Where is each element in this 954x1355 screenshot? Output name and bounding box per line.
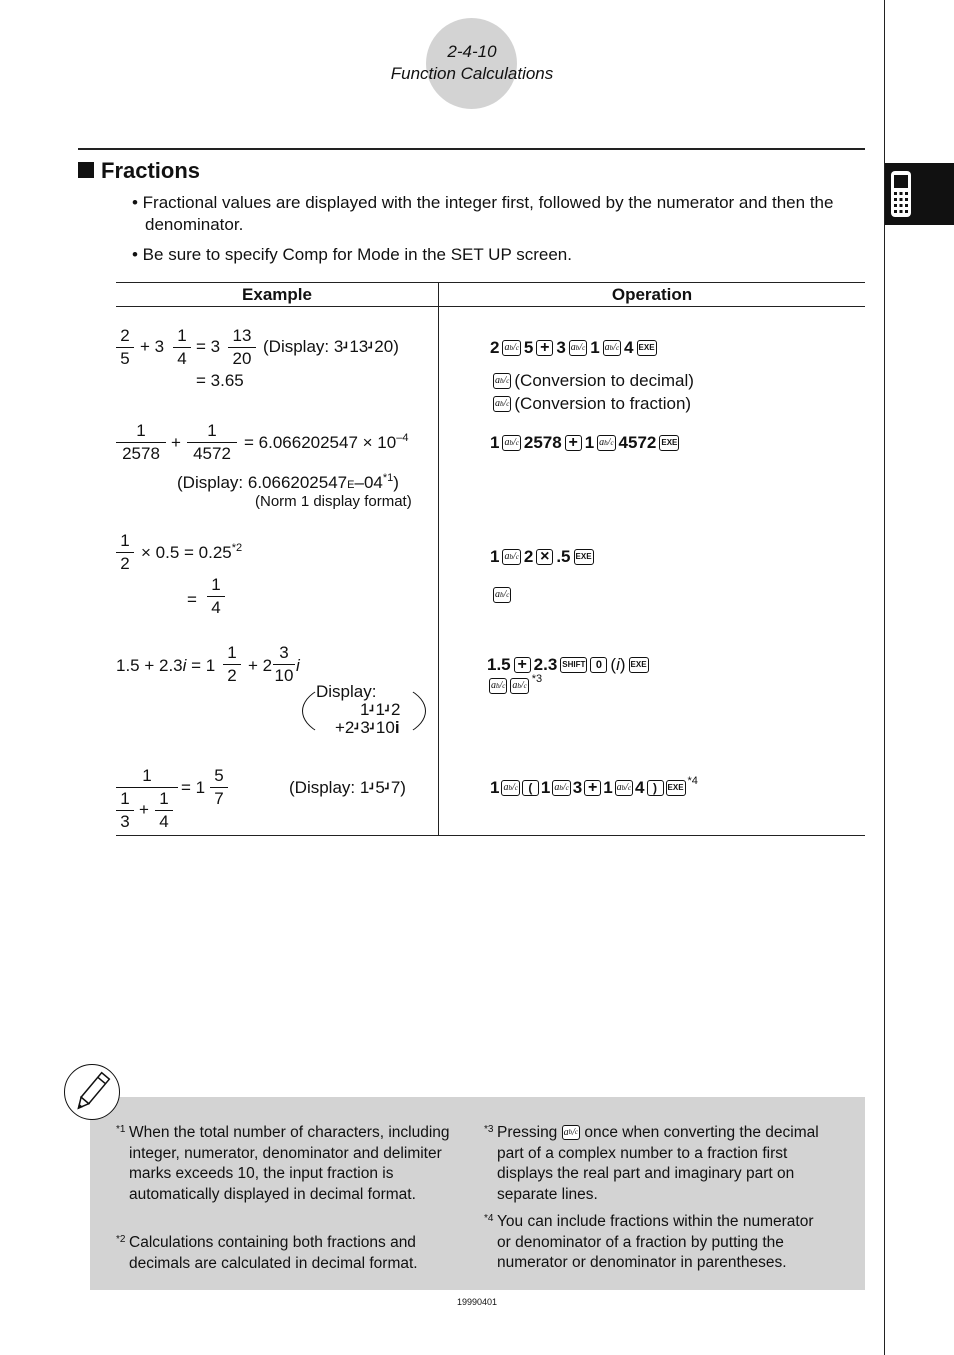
footnote: $^{*4}$ You can include fractions within the numerator or denominator of a fraction by putting the numerator or denominator in parentheses.	[484, 1213, 814, 1271]
display-line: 1┛1┛2	[360, 700, 401, 719]
expression-text: = 3	[196, 337, 221, 356]
bullet-item: • Be sure to specify Comp for Mode in the SET UP screen.	[132, 245, 572, 264]
ab-c-key: a b / c	[562, 1125, 580, 1140]
expression-text: = $6.066202547 \times 10^{-4}$	[244, 432, 409, 452]
ab-c-key[interactable]: a b / c	[552, 780, 570, 796]
display-line: +2┛3┛10i	[335, 718, 400, 737]
fraction: 1 2578	[116, 421, 166, 464]
exe-key[interactable]: EXE	[666, 780, 686, 796]
operation-sequence: 1 a b / c 2578 + 1 a b / c 4572 EXE	[490, 433, 678, 452]
decimal-result: = 3.65	[196, 371, 244, 390]
complex-fraction-numerator: 1	[142, 766, 152, 785]
ab-c-key[interactable]: a b / c	[603, 340, 621, 356]
fraction-delimiter-mark: ┛	[368, 343, 375, 354]
times-key[interactable]: ×	[536, 549, 553, 565]
section-rule	[78, 148, 865, 150]
chapter-title: Function Calculations	[390, 64, 554, 83]
operation-sequence: 1.5 + 2.3 SHIFT 0 (i) EXE	[487, 655, 647, 674]
section-heading	[78, 158, 200, 184]
ab-c-key[interactable]: a b / c	[489, 678, 507, 694]
expression-text: × $0.5 = 0.25^{*2}$	[141, 542, 243, 562]
fraction: 13 20	[228, 326, 256, 369]
fraction: 2 5	[116, 326, 134, 369]
exe-key[interactable]: EXE	[574, 549, 594, 565]
right-paren-key[interactable]: )	[647, 780, 664, 796]
left-paren-key[interactable]: (	[522, 780, 539, 796]
display-note: (Display: 3┛13┛20)	[263, 337, 399, 356]
plus-key[interactable]: +	[565, 435, 582, 451]
display-note: (Display: 1┛5┛7)	[289, 778, 406, 797]
operation-sequence: 1 a b / c ( 1 a b / c 3 + 1 a b / c 4 ) EXE *4	[490, 775, 698, 797]
footnote: $^{*1}$ When the total number of characters, including integer, numerator, denominator and delimiter marks exceeds 10, the input fraction is automatically displayed in decimal format.	[116, 1124, 450, 1203]
footnote: $^{*3}$ Pressing a b / c once when converting the decimal part of a complex number to a fraction first displays the real part and imaginary part on separate lines.	[484, 1124, 819, 1203]
operation-conversion-decimal: a b / c (Conversion to decimal)	[495, 371, 694, 390]
section-title: Fractions	[101, 158, 201, 183]
fraction: 1 2	[116, 531, 134, 574]
display-format-note: (Norm 1 display format)	[255, 493, 412, 510]
fraction: 1 4	[207, 575, 225, 618]
complex-fraction-bar	[116, 787, 178, 788]
expression-text: = 1	[181, 778, 206, 797]
square-bullet-icon	[78, 162, 94, 178]
note-badge	[64, 1064, 120, 1120]
calculator-icon	[890, 170, 912, 218]
exe-key[interactable]: EXE	[637, 340, 657, 356]
pencil-icon	[65, 1065, 119, 1119]
ab-c-key[interactable]: a b / c	[510, 678, 528, 694]
display-note: (Display: 6.066202547E–04$^{*1}$)	[177, 472, 399, 492]
fraction: 1 3	[116, 789, 134, 832]
expression-text: + 2	[248, 656, 273, 675]
expression-text: +	[139, 800, 149, 819]
exe-key[interactable]: EXE	[629, 657, 649, 673]
fraction: 1 2	[223, 643, 241, 686]
zero-key[interactable]: 0	[590, 657, 607, 673]
ab-c-key[interactable]: a b / c	[493, 587, 511, 603]
expression-text: +	[171, 433, 181, 452]
operation-sequence: a b / c a b / c *3	[489, 678, 542, 694]
operation-sequence	[493, 587, 511, 603]
fraction: 1 4	[173, 326, 191, 369]
table-header-rule	[116, 306, 865, 307]
fraction: 3 10	[274, 643, 294, 685]
ab-c-key[interactable]: a b / c	[615, 780, 633, 796]
display-label: Display:	[316, 682, 377, 701]
plus-key[interactable]: +	[514, 657, 531, 673]
ab-c-key[interactable]: a b / c	[502, 435, 520, 451]
operation-sequence: 2 a b / c 5 + 3 a b / c 1 a b / c 4 EXE	[490, 338, 655, 357]
ab-c-key[interactable]: a b / c	[501, 780, 519, 796]
ab-c-key[interactable]: a b / c	[502, 549, 520, 565]
operation-sequence: 1 a b / c 2 × .5 EXE	[490, 547, 592, 566]
table-column-divider	[438, 282, 439, 835]
table-bottom-rule	[116, 835, 865, 836]
expression-text: =	[187, 590, 197, 609]
chapter-side-tab	[885, 163, 954, 225]
table-top-rule	[116, 282, 865, 283]
column-header-example: Example	[242, 285, 312, 304]
footer-code: 19990401	[456, 1297, 498, 1307]
fraction: 5 7	[210, 766, 228, 809]
expression-text: i	[296, 656, 300, 675]
expression-text: + 3	[140, 337, 165, 356]
ab-c-key[interactable]: a b / c	[569, 340, 587, 356]
fraction: 1 4	[155, 789, 173, 832]
page-number: 2-4-10	[447, 42, 497, 61]
footnote: $^{*2}$ Calculations containing both fractions and decimals are calculated in decimal format.	[116, 1234, 418, 1272]
ab-c-key[interactable]: a b / c	[493, 396, 511, 412]
expression-text: 1.5 + 2.3i = 1	[116, 656, 216, 675]
shift-key[interactable]: SHIFT	[560, 657, 587, 673]
column-header-operation: Operation	[611, 285, 693, 304]
ab-c-key[interactable]: a b / c	[493, 373, 511, 389]
ab-c-key[interactable]: a b / c	[502, 340, 520, 356]
plus-key[interactable]: +	[584, 780, 601, 796]
bullet-item: • Fractional values are displayed with the integer first, followed by the numerator and then the denominator.	[132, 193, 834, 234]
fraction-delimiter-mark: ┛	[343, 343, 350, 354]
plus-key[interactable]: +	[536, 340, 553, 356]
ab-c-key[interactable]: a b / c	[597, 435, 615, 451]
exe-key[interactable]: EXE	[659, 435, 679, 451]
fraction: 1 4572	[187, 421, 237, 464]
operation-conversion-fraction: a b / c (Conversion to fraction)	[495, 394, 692, 413]
